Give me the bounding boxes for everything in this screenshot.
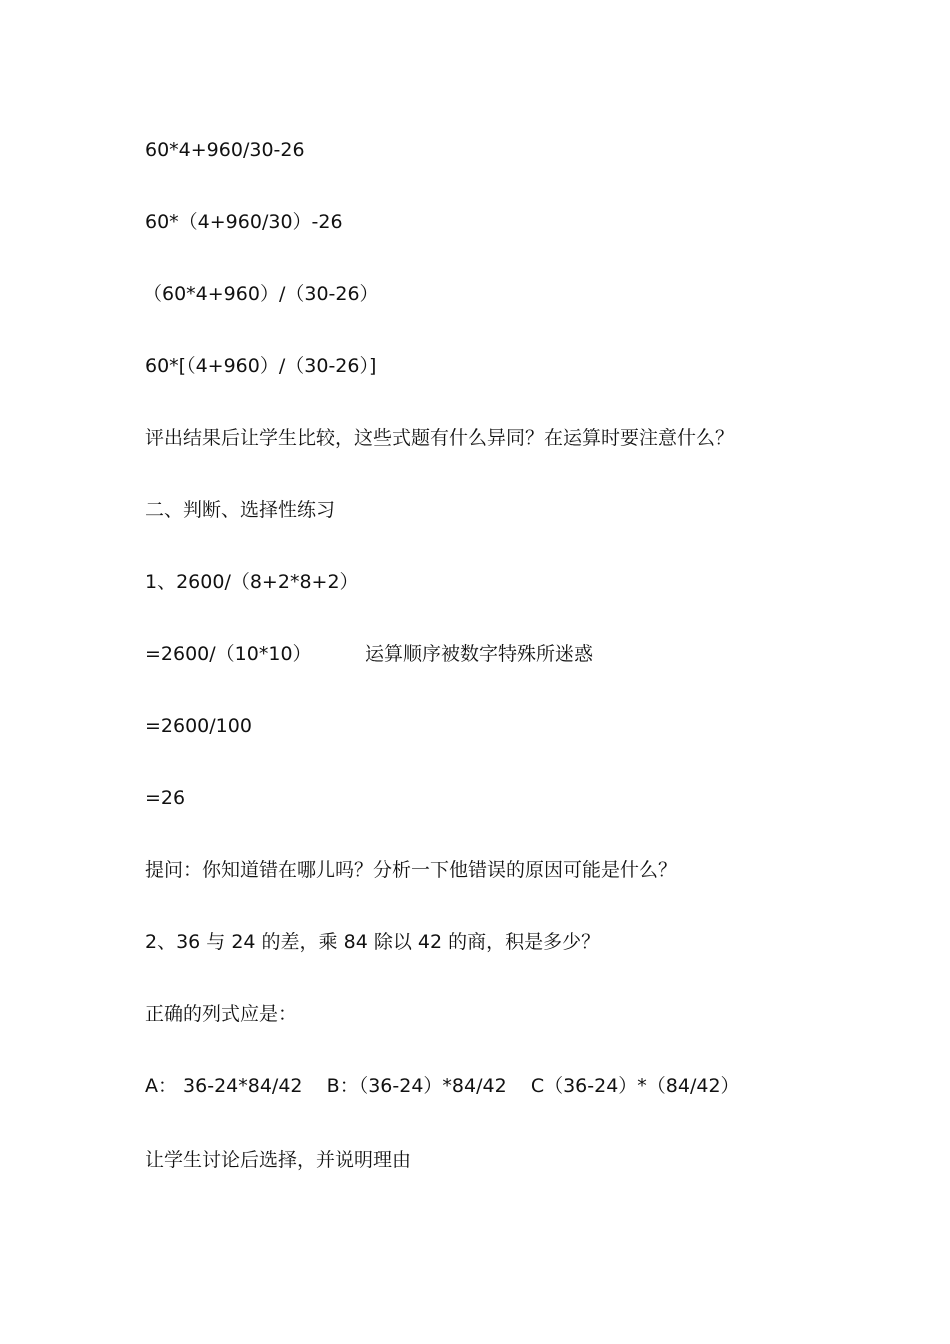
expression-line: 60*（4+960/30）-26 [145,211,343,233]
calculation-step: =2600/（10*10） [145,643,312,665]
calculation-step: =2600/100 [145,715,252,737]
exercise-question: 1、2600/（8+2*8+2） [145,571,359,593]
answer-options: A： 36-24*84/42 B：（36-24）*84/42 C（36-24）*（84/42） [145,1075,740,1097]
discussion-instruction: 让学生讨论后选择，并说明理由 [145,1149,412,1171]
instruction-text: 评出结果后让学生比较，这些式题有什么异同？在运算时要注意什么？ [145,427,735,449]
question-prompt: 提问：你知道错在哪儿吗？分析一下他错误的原因可能是什么？ [145,859,678,881]
calculation-result: =26 [145,787,186,809]
expression-line: （60*4+960）/（30-26） [143,283,379,305]
error-annotation: 运算顺序被数字特殊所迷惑 [365,643,594,665]
section-heading: 二、判断、选择性练习 [145,499,336,521]
answer-label: 正确的列式应是： [145,1003,298,1025]
exercise-question: 2、36 与 24 的差，乘 84 除以 42 的商，积是多少？ [145,931,601,953]
expression-line: 60*[（4+960）/（30-26）] [145,355,377,377]
expression-line: 60*4+960/30-26 [145,139,305,161]
